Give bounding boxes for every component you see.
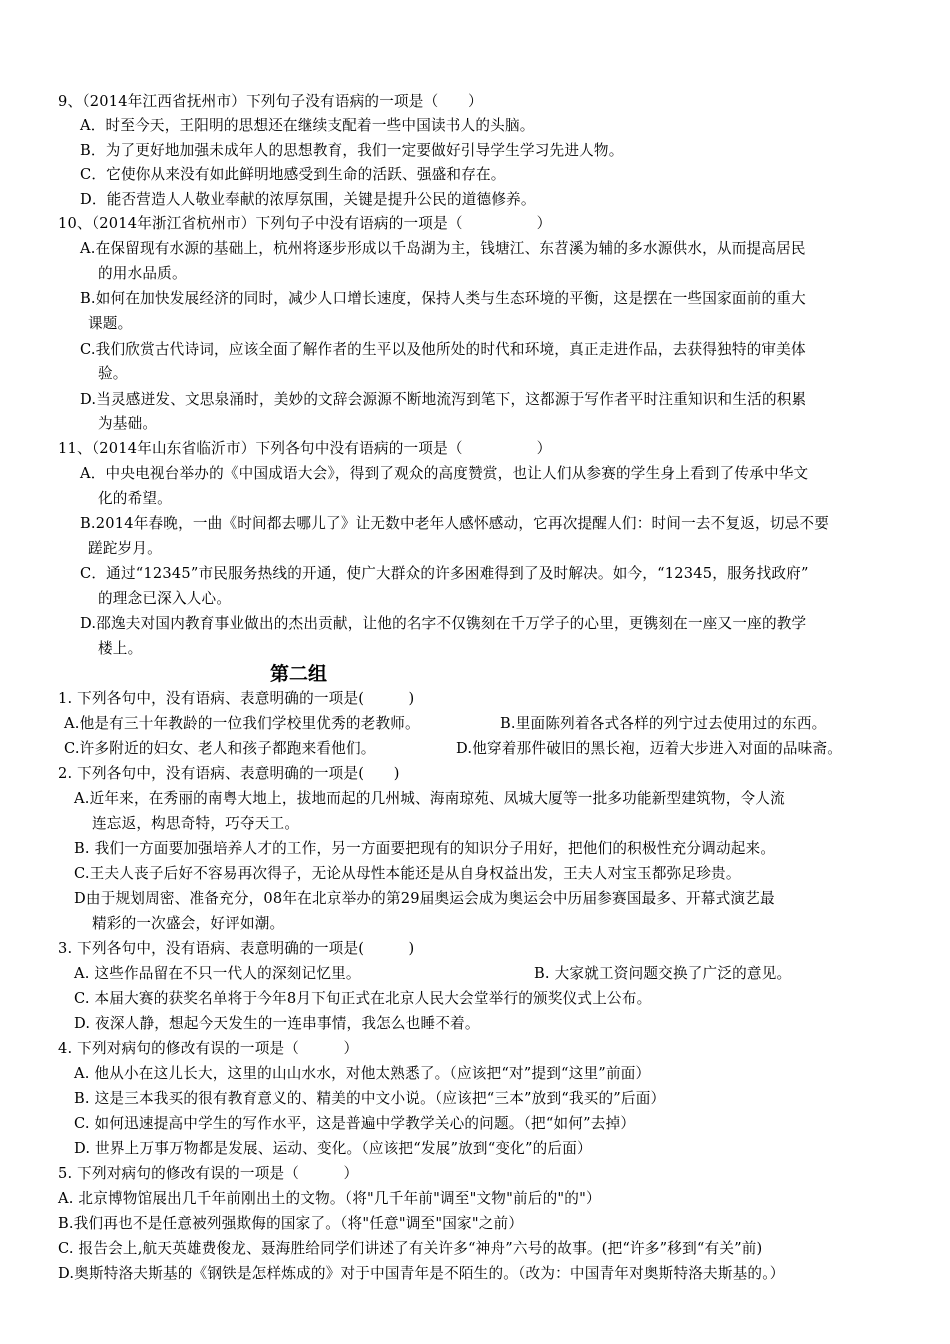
text-line: A．中央电视台举办的《中国成语大会》，得到了观众的高度赞赏，也让人们从参赛的学生身上看到了传承中华文	[80, 465, 809, 482]
text-line: A.在保留现有水源的基础上，杭州将逐步形成以千岛湖为主，钱塘江、东苕溪为辅的多水源供水，从而提高居民	[80, 240, 806, 257]
text-line: D由于规划周密、准备充分，08年在北京举办的第29届奥运会成为奥运会中历届参赛国最多、开幕式演艺最	[74, 890, 775, 907]
text-line: 验。	[98, 365, 128, 382]
text-line: B.里面陈列着各式各样的列宁过去使用过的东西。	[500, 715, 827, 732]
text-line: 10、（2014年浙江省杭州市）下列句子中没有语病的一项是（ ）	[58, 215, 552, 232]
text-line: 蹉跎岁月。	[88, 540, 162, 557]
text-line: 1. 下列各句中，没有语病、表意明确的一项是( )	[58, 690, 415, 707]
text-line: D.邵逸夫对国内教育事业做出的杰出贡献，让他的名字不仅镌刻在千万学子的心里，更镌刻在一座又一座的教学	[80, 615, 807, 632]
text-line: 3. 下列各句中，没有语病、表意明确的一项是( )	[58, 940, 415, 957]
text-line: 2. 下列各句中，没有语病、表意明确的一项是( )	[58, 765, 400, 782]
text-line: A. 这些作品留在不只一代人的深刻记忆里。	[74, 965, 361, 982]
text-line: A. 他从小在这儿长大，这里的山山水水，对他太熟悉了。（应该把“对”提到“这里”前面）	[74, 1065, 651, 1082]
text-line: A.他是有三十年教龄的一位我们学校里优秀的老教师。	[64, 715, 420, 732]
text-line: B. 我们一方面要加强培养人才的工作，另一方面要把现有的知识分子用好，把他们的积极性充分调动起来。	[74, 840, 776, 857]
text-line: C. 报告会上,航天英雄费俊龙、聂海胜给同学们讲述了有关许多“神舟”六号的故事。(把“许多”移到“有关”前)	[58, 1240, 763, 1257]
text-line: D. 夜深人静，想起今天发生的一连串事情，我怎么也睡不着。	[74, 1015, 480, 1032]
text-line: A．时至今天，王阳明的思想还在继续支配着一些中国读书人的头脑。	[80, 117, 535, 134]
text-line: 楼上。	[98, 640, 143, 657]
text-line: 4. 下列对病句的修改有误的一项是（ ）	[58, 1040, 359, 1057]
section-title: 第二组	[270, 663, 328, 685]
text-line: B．为了更好地加强未成年人的思想教育，我们一定要做好引导学生学习先进人物。	[80, 142, 624, 159]
text-line: 9、（2014年江西省抚州市）下列句子没有语病的一项是（ ）	[58, 93, 483, 110]
text-line: D. 世界上万事万物都是发展、运动、变化。（应该把“发展”放到“变化”的后面）	[74, 1140, 592, 1157]
text-line: 为基础。	[98, 415, 158, 432]
text-line: B. 大家就工资问题交换了广泛的意见。	[534, 965, 792, 982]
text-line: 精彩的一次盛会，好评如潮。	[92, 915, 285, 932]
text-line: 连忘返，构思奇特，巧夺天工。	[92, 815, 300, 832]
text-line: 化的希望。	[98, 490, 172, 507]
text-line: C. 如何迅速提高中学生的写作水平，这是普遍中学教学关心的问题。（把“如何”去掉）	[74, 1115, 636, 1132]
text-line: A.近年来，在秀丽的南粤大地上，拔地而起的几州城、海南琼苑、凤城大厦等一批多功能新型建筑物，令人流	[74, 790, 785, 807]
text-line: D.奥斯特洛夫斯基的《钢铁是怎样炼成的》对于中国青年是不陌生的。（改为：中国青年对奥斯特洛夫斯基的。）	[58, 1265, 785, 1282]
text-line: C.许多附近的妇女、老人和孩子都跑来看他们。	[64, 740, 376, 757]
text-line: B. 这是三本我买的很有教育意义的、精美的中文小说。（应该把“三本”放到“我买的”后面）	[74, 1090, 666, 1107]
text-line: C. 本届大赛的获奖名单将于今年8月下旬正式在北京人民大会堂举行的颁奖仪式上公布。	[74, 990, 652, 1007]
text-line: B.如何在加快发展经济的同时，减少人口增长速度，保持人类与生态环境的平衡，这是摆在一些国家面前的重大	[80, 290, 806, 307]
text-line: 课题。	[88, 315, 133, 332]
text-line: C．通过“12345”市民服务热线的开通，使广大群众的许多困难得到了及时解决。如今，“12345，服务找政府”	[80, 565, 809, 582]
text-line: D.当灵感迸发、文思泉涌时，美妙的文辞会源源不断地流泻到笔下，这都源于写作者平时注重知识和生活的积累	[80, 391, 807, 408]
text-line: C.王夫人丧子后好不容易再次得子，无论从母性本能还是从自身权益出发，王夫人对宝玉都弥足珍贵。	[74, 865, 741, 882]
text-line: D．能否营造人人敬业奉献的浓厚氛围，关键是提升公民的道德修养。	[80, 191, 536, 208]
text-line: C．它使你从来没有如此鲜明地感受到生命的活跃、强盛和存在。	[80, 166, 506, 183]
text-line: 的理念已深入人心。	[98, 590, 232, 607]
text-line: C.我们欣赏古代诗词，应该全面了解作者的生平以及他所处的时代和环境，真正走进作品，去获得独特的审美体	[80, 341, 806, 358]
text-line: 11、（2014年山东省临沂市）下列各句中没有语病的一项是（ ）	[58, 440, 552, 457]
text-line: D.他穿着那件破旧的黑长袍，迈着大步进入对面的品味斋。	[456, 740, 843, 757]
text-line: 的用水品质。	[98, 265, 187, 282]
text-line: B.我们再也不是任意被列强欺侮的国家了。（将"任意"调至"国家"之前）	[58, 1215, 524, 1232]
text-line: A. 北京博物馆展出几千年前刚出土的文物。（将"几千年前"调至"文物"前后的"的"）	[58, 1190, 601, 1207]
text-line: B.2014年春晚，一曲《时间都去哪儿了》让无数中老年人感怀感动，它再次提醒人们：时间一去不复返，切忌不要	[80, 515, 830, 532]
text-line: 5. 下列对病句的修改有误的一项是（ ）	[58, 1165, 359, 1182]
